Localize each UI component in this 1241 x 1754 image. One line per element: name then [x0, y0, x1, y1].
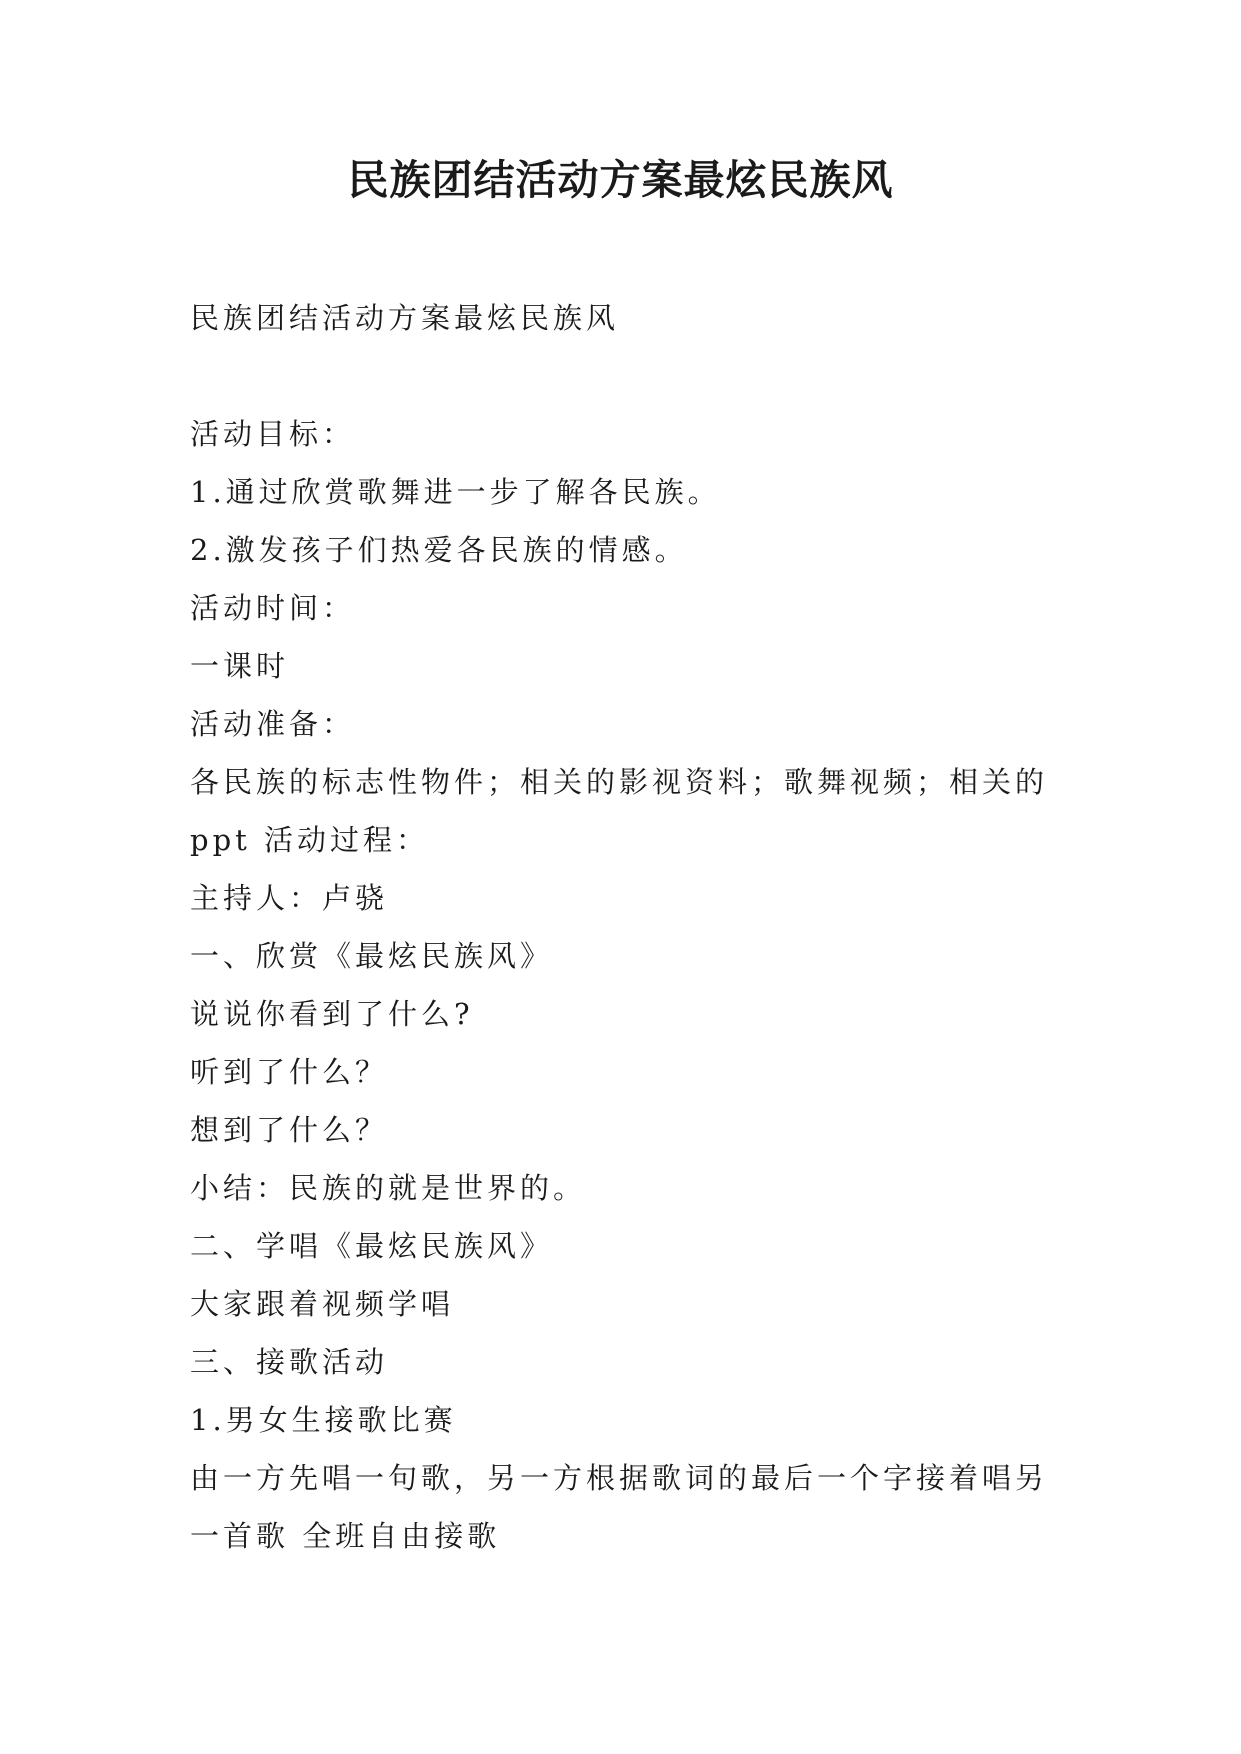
time-value: 一课时	[190, 649, 290, 683]
step-1-heading: 一、欣赏《最炫民族风》	[190, 939, 554, 973]
step-2-heading: 二、学唱《最炫民族风》	[190, 1229, 554, 1263]
subtitle-line: 民族团结活动方案最炫民族风	[190, 301, 620, 335]
document-body	[190, 289, 1070, 1565]
document-title: 民族团结活动方案最炫民族风	[347, 156, 894, 204]
step-3-rule-text-continued: 一首歌 全班自由接歌	[190, 1519, 501, 1553]
goal-item-2: 2.激发孩子们热爱各民族的情感。	[190, 533, 688, 567]
step-2-text: 大家跟着视频学唱	[190, 1287, 455, 1321]
question-line: 想到了什么？	[190, 1113, 389, 1147]
step-3-heading: 三、接歌活动	[190, 1345, 389, 1379]
step-3-rule-text: 由一方先唱一句歌，另一方根据歌词的最后一个字接着唱另	[190, 1461, 1049, 1495]
section-heading-goals: 活动目标：	[190, 417, 356, 451]
summary-line: 小结：民族的就是世界的。	[190, 1171, 587, 1205]
question-line: 听到了什么？	[190, 1055, 389, 1089]
step-3-item-1: 1.男女生接歌比赛	[190, 1403, 457, 1437]
preparation-text-continued: ppt 活动过程：	[190, 823, 430, 857]
section-heading-preparation: 活动准备：	[190, 707, 356, 741]
goal-item-1: 1.通过欣赏歌舞进一步了解各民族。	[190, 475, 721, 509]
question-line: 说说你看到了什么?	[190, 997, 474, 1031]
host-line: 主持人：卢骁	[190, 881, 389, 915]
preparation-text: 各民族的标志性物件；相关的影视资料；歌舞视频；相关的	[190, 765, 1049, 799]
section-heading-time: 活动时间：	[190, 591, 356, 625]
